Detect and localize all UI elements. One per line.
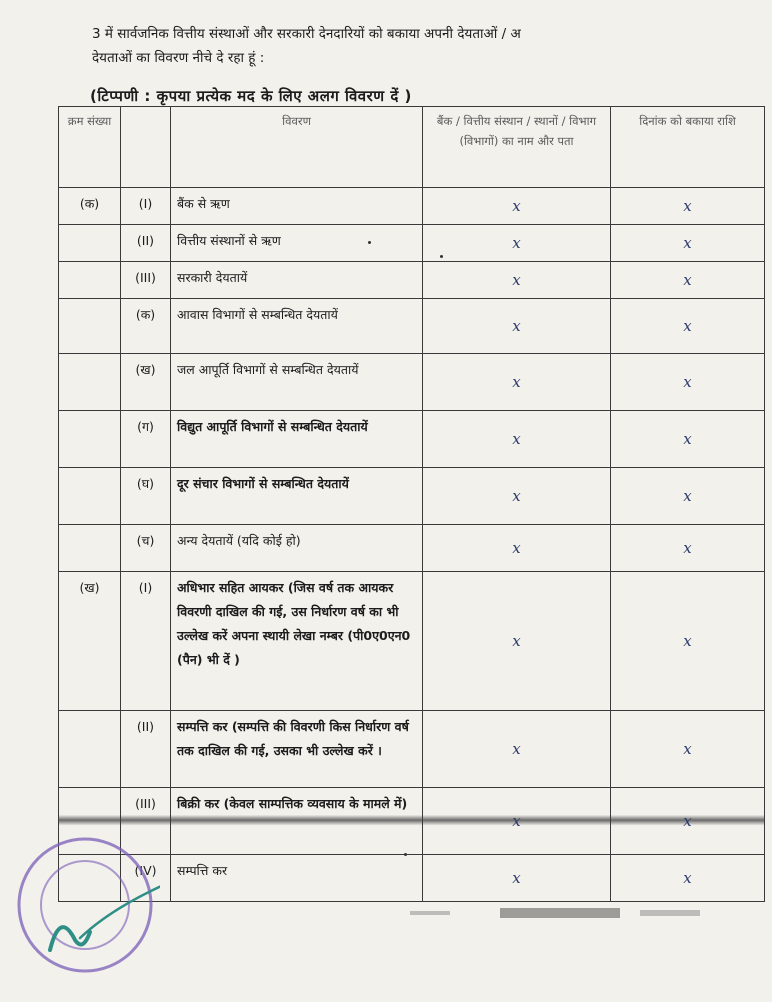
row-description: विद्युत आपूर्ति विभागों से सम्बन्धित देयतायें [171, 411, 423, 468]
table-row [59, 468, 765, 525]
row-description: सम्पत्ति कर [171, 855, 423, 902]
amount-mark: x [611, 711, 765, 788]
institution-mark: x [423, 299, 611, 354]
row-group-label [59, 468, 121, 525]
institution-mark: x [423, 354, 611, 411]
row-group-label [59, 525, 121, 572]
table-row [59, 354, 765, 411]
amount-mark: x [611, 788, 765, 855]
table-row [59, 299, 765, 354]
row-sub-label: (II) [121, 711, 171, 788]
speck [404, 853, 407, 856]
header-sub [121, 107, 171, 188]
institution-mark: x [423, 411, 611, 468]
row-description: जल आपूर्ति विभागों से सम्बन्धित देयतायें [171, 354, 423, 411]
amount-mark: x [611, 188, 765, 225]
row-sub-label: (I) [121, 188, 171, 225]
institution-mark: x [423, 572, 611, 711]
row-group-label [59, 299, 121, 354]
table-row [59, 262, 765, 299]
header-amount: दिनांक को बकाया राशि [611, 107, 765, 188]
speck [440, 255, 443, 258]
row-sub-label: (III) [121, 788, 171, 855]
row-group-label [59, 262, 121, 299]
table-header-row [59, 107, 765, 188]
speck [368, 241, 371, 244]
table-row [59, 411, 765, 468]
header-description: विवरण [171, 107, 423, 188]
row-description: अधिभार सहित आयकर (जिस वर्ष तक आयकर विवरणी दाखिल की गई, उस निर्धारण वर्ष का भी उल्लेख करें अपना स्थायी लेखा नम्बर (पी0ए0एन0 (पैन) भी दें ) [171, 572, 423, 711]
amount-mark: x [611, 225, 765, 262]
ink-smudge [410, 906, 710, 920]
institution-mark: x [423, 788, 611, 855]
amount-mark: x [611, 299, 765, 354]
row-description: सम्पत्ति कर (सम्पत्ति की विवरणी किस निर्धारण वर्ष तक दाखिल की गई, उसका भी उल्लेख करें । [171, 711, 423, 788]
institution-mark: x [423, 525, 611, 572]
table-row [59, 525, 765, 572]
row-description: अन्य देयतायें (यदि कोई हो) [171, 525, 423, 572]
amount-mark: x [611, 525, 765, 572]
row-group-label: (क) [59, 188, 121, 225]
amount-mark: x [611, 468, 765, 525]
row-sub-label: (च) [121, 525, 171, 572]
amount-mark: x [611, 262, 765, 299]
official-stamp [10, 830, 160, 980]
row-description: वित्तीय संस्थानों से ऋण [171, 225, 423, 262]
intro-paragraph [92, 22, 762, 70]
institution-mark: x [423, 711, 611, 788]
institution-mark: x [423, 225, 611, 262]
row-sub-label: (क) [121, 299, 171, 354]
intro-line-1: 3 में सार्वजनिक वित्तीय संस्थाओं और सरकारी देनदारियों को बकाया अपनी देयताओं / अ [92, 26, 521, 42]
table-row [59, 855, 765, 902]
row-sub-label: (घ) [121, 468, 171, 525]
table-row [59, 572, 765, 711]
intro-line-2: देयताओं का विवरण नीचे दे रहा हूं : [92, 50, 265, 66]
row-sub-label: (IV) [121, 855, 171, 902]
liabilities-table [58, 106, 765, 902]
row-group-label [59, 354, 121, 411]
table-row [59, 225, 765, 262]
row-group-label: (ख) [59, 572, 121, 711]
header-serial: क्रम संख्या [59, 107, 121, 188]
institution-mark: x [423, 188, 611, 225]
row-sub-label: (I) [121, 572, 171, 711]
table-body [59, 188, 765, 902]
amount-mark: x [611, 572, 765, 711]
institution-mark: x [423, 468, 611, 525]
row-description: दूर संचार विभागों से सम्बन्धित देयतायें [171, 468, 423, 525]
row-group-label [59, 411, 121, 468]
row-description: बैंक से ऋण [171, 188, 423, 225]
amount-mark: x [611, 855, 765, 902]
row-sub-label: (II) [121, 225, 171, 262]
header-institution: बैंक / वित्तीय संस्थान / स्थानों / विभाग (विभागों) का नाम और पता [423, 107, 611, 188]
table-row [59, 711, 765, 788]
row-description: बिक्री कर (केवल साम्पत्तिक व्यवसाय के मामले में) [171, 788, 423, 855]
note-text: (टिप्पणी : कृपया प्रत्येक मद के लिए अलग विवरण दें ) [90, 87, 412, 105]
row-sub-label: (ख) [121, 354, 171, 411]
row-group-label [59, 711, 121, 788]
table-row [59, 188, 765, 225]
amount-mark: x [611, 411, 765, 468]
row-group-label [59, 225, 121, 262]
institution-mark: x [423, 262, 611, 299]
table-row [59, 788, 765, 855]
institution-mark: x [423, 855, 611, 902]
row-sub-label: (ग) [121, 411, 171, 468]
row-description: आवास विभागों से सम्बन्धित देयतायें [171, 299, 423, 354]
amount-mark: x [611, 354, 765, 411]
row-sub-label: (III) [121, 262, 171, 299]
row-description: सरकारी देयतायें [171, 262, 423, 299]
